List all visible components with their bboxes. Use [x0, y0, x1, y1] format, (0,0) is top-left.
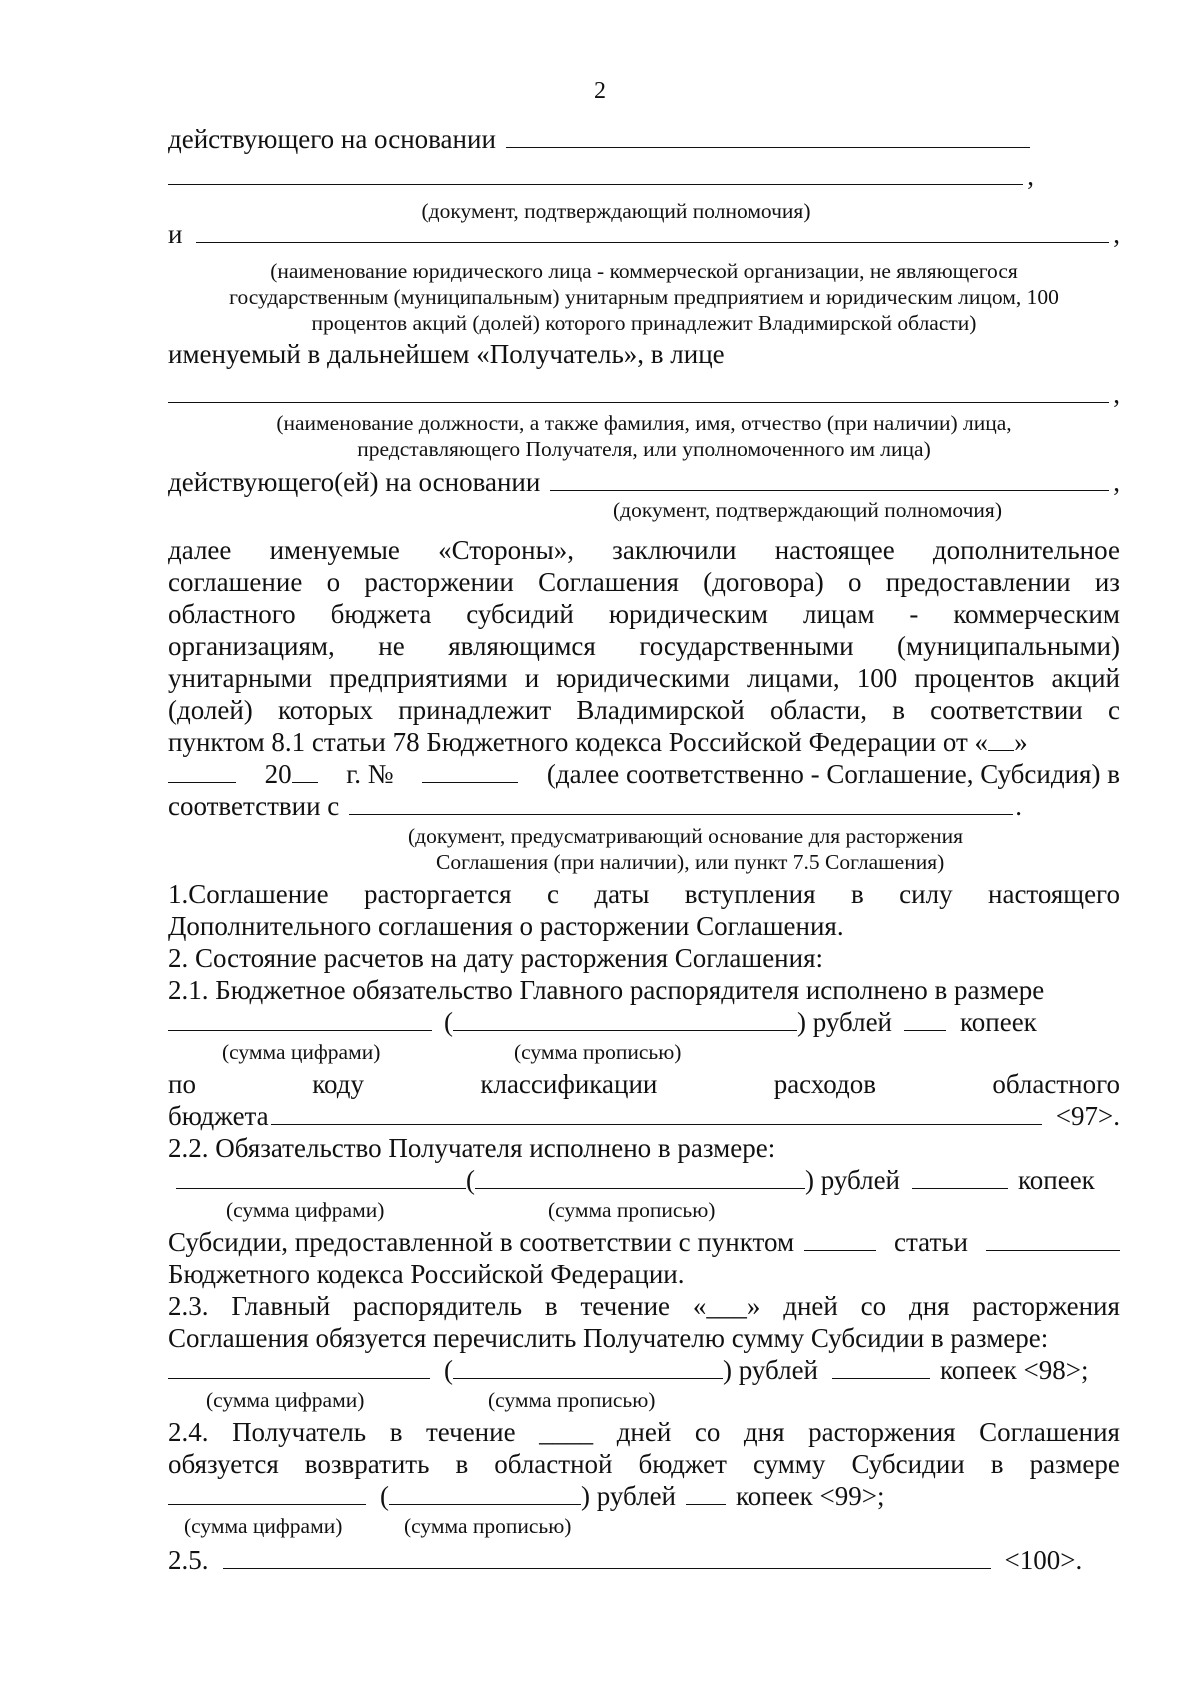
word: обязуется [168, 1449, 279, 1479]
word: в [455, 1449, 469, 1479]
word: области, [769, 695, 867, 725]
word: бюджета [330, 599, 432, 629]
kopeks-label: копеек [960, 1007, 1037, 1037]
parties-paragraph-line [168, 694, 1120, 726]
word: юридическим [608, 599, 769, 629]
word: «___» [692, 1291, 761, 1321]
year-prefix: 20 [264, 759, 292, 789]
word: дополнительное [932, 535, 1120, 565]
word: заключили [612, 535, 737, 565]
comma: , [1113, 467, 1120, 497]
word: лицам [802, 599, 875, 629]
basis-blank-2 [168, 160, 1023, 185]
word: классификации [480, 1069, 658, 1099]
caption-sum-digits-2: (сумма цифрами) [226, 1198, 385, 1222]
word: Главный [231, 1291, 331, 1321]
basis-blank [506, 123, 1030, 148]
item-2-3-line-2: Соглашения обязуется перечислить Получателю сумму Субсидии в размере: [168, 1323, 1049, 1353]
word: с [1107, 695, 1120, 725]
rubles-label: ) рублей [805, 1165, 901, 1195]
word: расторгается [364, 879, 512, 909]
number-label: г. № [346, 759, 394, 789]
word: Владимирской [576, 695, 745, 725]
word: в [990, 1449, 1004, 1479]
subsidy-text: Субсидии, предоставленной в соответствии с пунктом [168, 1227, 795, 1257]
word: бюджет [638, 1449, 727, 1479]
kopeks-label-99: копеек <99>; [736, 1481, 885, 1511]
word: организациям, [168, 631, 335, 661]
word: силу [899, 879, 953, 909]
item-2-4-amount-line [168, 1480, 1120, 1512]
item-2-heading: 2. Состояние расчетов на дату расторжения Соглашения: [168, 943, 824, 973]
word: Субсидии [851, 1449, 965, 1479]
item-2-2-subsidy-line [168, 1226, 1120, 1258]
sum-words-blank-1 [453, 1006, 797, 1031]
word: далее [168, 535, 232, 565]
kopeks-blank-3 [832, 1354, 930, 1379]
caption-position-1: (наименование должности, а также фамилия, имя, отчество (при наличии) лица, [276, 411, 1012, 435]
word: юридическими [556, 663, 730, 693]
word: принадлежит [398, 695, 552, 725]
word: «Стороны», [438, 535, 574, 565]
representative-line [168, 378, 1120, 410]
para1-line-7 [168, 726, 1120, 758]
page-number: 2 [594, 78, 606, 104]
word: и [524, 663, 540, 693]
word: даты [594, 879, 650, 909]
basis-document-blank [349, 790, 1013, 815]
word: унитарными [168, 663, 313, 693]
word: именуемые [269, 535, 400, 565]
caption-position-2: представляющего Получателя, или уполномоченного им лица) [357, 437, 931, 461]
basis-continuation-line [168, 160, 1120, 192]
caption-entity-3: процентов акций (долей) которого принадлежит Владимирской области) [311, 311, 977, 335]
word: которых [278, 695, 373, 725]
sum-digits-blank-4 [168, 1480, 366, 1505]
caption-sum-words-2: (сумма прописью) [548, 1198, 716, 1222]
word: предприятиями [329, 663, 508, 693]
item-1-line-2: Дополнительного соглашения о расторжении Соглашения. [168, 911, 844, 941]
parties-paragraph-line [168, 630, 1120, 662]
caption-document-authority-2: (документ, подтверждающий полномочия) [613, 498, 1002, 522]
word: о [326, 567, 341, 597]
para1-line-8-text: (далее соответственно - Соглашение, Субсидия) в [546, 759, 1120, 789]
word: расторжения [808, 1417, 956, 1447]
item-2-1-budget-line [168, 1100, 1120, 1132]
footnote-97: <97>. [1055, 1101, 1120, 1131]
word: - [909, 599, 919, 629]
word: по [168, 1069, 196, 1099]
named-recipient-text: именуемый в дальнейшем «Получатель», в лице [168, 339, 725, 369]
word: с [546, 879, 559, 909]
word: из [1094, 567, 1120, 597]
word: возвратить [304, 1449, 430, 1479]
number-blank [422, 758, 518, 783]
rubles-label: ) рублей [723, 1355, 819, 1385]
word: коду [312, 1069, 365, 1099]
word: настоящего [988, 879, 1120, 909]
word: в [850, 879, 864, 909]
article-blank [986, 1226, 1120, 1251]
word: областной [494, 1449, 613, 1479]
caption-sum-digits-4: (сумма цифрами) [184, 1514, 343, 1538]
sum-digits-blank-1 [168, 1006, 432, 1031]
sum-digits-blank-3 [168, 1354, 430, 1379]
sum-words-blank-3 [453, 1354, 723, 1379]
item-2-1-amount-line [168, 1006, 1120, 1038]
word: дня [908, 1291, 950, 1321]
parties-paragraph-line [168, 662, 1120, 694]
entity-blank [196, 218, 1109, 243]
para1-line-7-text: пунктом 8.1 статьи 78 Бюджетного кодекса Российской Федерации от « [168, 727, 989, 757]
caption-entity-2: государственным (муниципальным) унитарным предприятием и юридическим лицом, 100 [229, 285, 1059, 309]
paren-open: ( [444, 1355, 453, 1385]
word: государственными [639, 631, 854, 661]
article-label: статьи [894, 1227, 969, 1257]
word: соответствии [930, 695, 1083, 725]
acting-label-2: действующего(ей) на основании [168, 467, 541, 497]
item-2-3-amount-line [168, 1354, 1120, 1386]
caption-sum-words-1: (сумма прописью) [514, 1040, 682, 1064]
word: 1.Соглашение [168, 879, 329, 909]
caption-document-authority: (документ, подтверждающий полномочия) [421, 199, 811, 223]
word: распорядитель [352, 1291, 523, 1321]
caption-entity-1: (наименование юридического лица - коммерческой организации, не являющегося [270, 259, 1018, 283]
item-2-3-line-1 [168, 1290, 1120, 1322]
word: 100 [856, 663, 898, 693]
word: являющимся [448, 631, 596, 661]
caption-sum-words-4: (сумма прописью) [404, 1514, 572, 1538]
comma: , [1113, 379, 1120, 409]
parties-paragraph-line [168, 598, 1120, 630]
word: 2.4. [168, 1417, 209, 1447]
item-2-1-heading: 2.1. Бюджетное обязательство Главного распорядителя исполнено в размере [168, 975, 1045, 1005]
word: процентов [914, 663, 1035, 693]
word: настоящее [774, 535, 895, 565]
named-recipient-line [168, 338, 1120, 370]
kopeks-blank-2 [912, 1164, 1008, 1189]
word: субсидий [466, 599, 574, 629]
sum-words-blank-2 [475, 1164, 805, 1189]
budget-label: бюджета [168, 1101, 269, 1131]
word: (муниципальными) [897, 631, 1120, 661]
acting-basis-label: действующего на основании [168, 124, 496, 154]
caption-basis-1: (документ, предусматривающий основание для расторжения [408, 824, 963, 848]
word: течение [580, 1291, 671, 1321]
item-2-2-heading: 2.2. Обязательство Получателя исполнено в размере: [168, 1133, 776, 1163]
word: вступления [684, 879, 816, 909]
and-word: и [168, 219, 183, 249]
rubles-label: ) рублей [581, 1481, 677, 1511]
period: . [1015, 791, 1022, 821]
representative-blank [168, 378, 1109, 403]
and-line [168, 218, 1120, 250]
word: в [544, 1291, 558, 1321]
word: дня [743, 1417, 785, 1447]
word: областного [168, 599, 296, 629]
comma: , [1113, 219, 1120, 249]
word: размере [1029, 1449, 1120, 1479]
word: сумму [752, 1449, 826, 1479]
footnote-100: <100>. [1004, 1545, 1083, 1575]
word: коммерческим [953, 599, 1120, 629]
word: ____ [539, 1417, 594, 1447]
parties-paragraph-line [168, 566, 1120, 598]
caption-sum-words-3: (сумма прописью) [488, 1388, 656, 1412]
paren-open: ( [466, 1165, 475, 1195]
word: течение [426, 1417, 516, 1447]
word: со [860, 1291, 887, 1321]
para1-line-9 [168, 790, 1120, 822]
item-2-4-line-2 [168, 1448, 1120, 1480]
point-blank [804, 1226, 876, 1251]
comma: , [1027, 161, 1034, 191]
caption-sum-digits-1: (сумма цифрами) [222, 1040, 381, 1064]
word: дней [783, 1291, 838, 1321]
day-blank [988, 726, 1014, 751]
word: предоставлении [885, 567, 1071, 597]
item-2-2-amount-line [168, 1164, 1120, 1196]
paren-open: ( [444, 1007, 453, 1037]
item-2-5-blank [223, 1544, 991, 1569]
word: не [378, 631, 405, 661]
word: соглашение [168, 567, 303, 597]
kopeks-blank-1 [904, 1006, 946, 1031]
word: расторжения [972, 1291, 1120, 1321]
word: Соглашения [979, 1417, 1120, 1447]
word: Получатель [232, 1417, 367, 1447]
acting-blank-2 [550, 466, 1109, 491]
word: расторжении [364, 567, 514, 597]
item-2-2-code-line: Бюджетного кодекса Российской Федерации. [168, 1259, 685, 1289]
caption-basis-2: Соглашения (при наличии), или пункт 7.5 Соглашения) [436, 850, 945, 874]
date-year [265, 758, 318, 790]
quote-close: » [1014, 727, 1028, 757]
word: Соглашения [538, 567, 679, 597]
word: в [892, 695, 905, 725]
word: лицами, [747, 663, 840, 693]
parties-paragraph-line [168, 534, 1120, 566]
item-2-1-code-line [168, 1068, 1120, 1100]
kopeks-blank-4 [686, 1480, 726, 1505]
word: (долей) [168, 695, 253, 725]
acting-line-2 [168, 466, 1120, 498]
word: в [389, 1417, 403, 1447]
word: 2.3. [168, 1291, 209, 1321]
item-2-5-line [168, 1544, 1120, 1576]
word: (договора) [703, 567, 824, 597]
para1-line-9-text: соответствии с [168, 791, 340, 821]
sum-words-blank-4 [389, 1480, 581, 1505]
item-2-4-line-1 [168, 1416, 1120, 1448]
acting-basis-line [168, 123, 1120, 155]
word: акций [1051, 663, 1120, 693]
sum-digits-blank-2 [176, 1164, 466, 1189]
word: расходов [773, 1069, 876, 1099]
item-1-line-1 [168, 878, 1120, 910]
kopeks-label: копеек [1018, 1165, 1095, 1195]
budget-code-blank [271, 1100, 1042, 1125]
word: дней [616, 1417, 672, 1447]
para1-line-8 [168, 758, 1120, 790]
caption-sum-digits-3: (сумма цифрами) [206, 1388, 365, 1412]
year-blank [292, 758, 318, 783]
month-blank [168, 758, 236, 783]
word: областного [992, 1069, 1120, 1099]
rubles-label: ) рублей [797, 1007, 893, 1037]
item-2-5-number: 2.5. [168, 1545, 209, 1575]
kopeks-label-98: копеек <98>; [940, 1355, 1089, 1385]
word: о [848, 567, 862, 597]
word: со [694, 1417, 721, 1447]
paren-open: ( [380, 1481, 389, 1511]
